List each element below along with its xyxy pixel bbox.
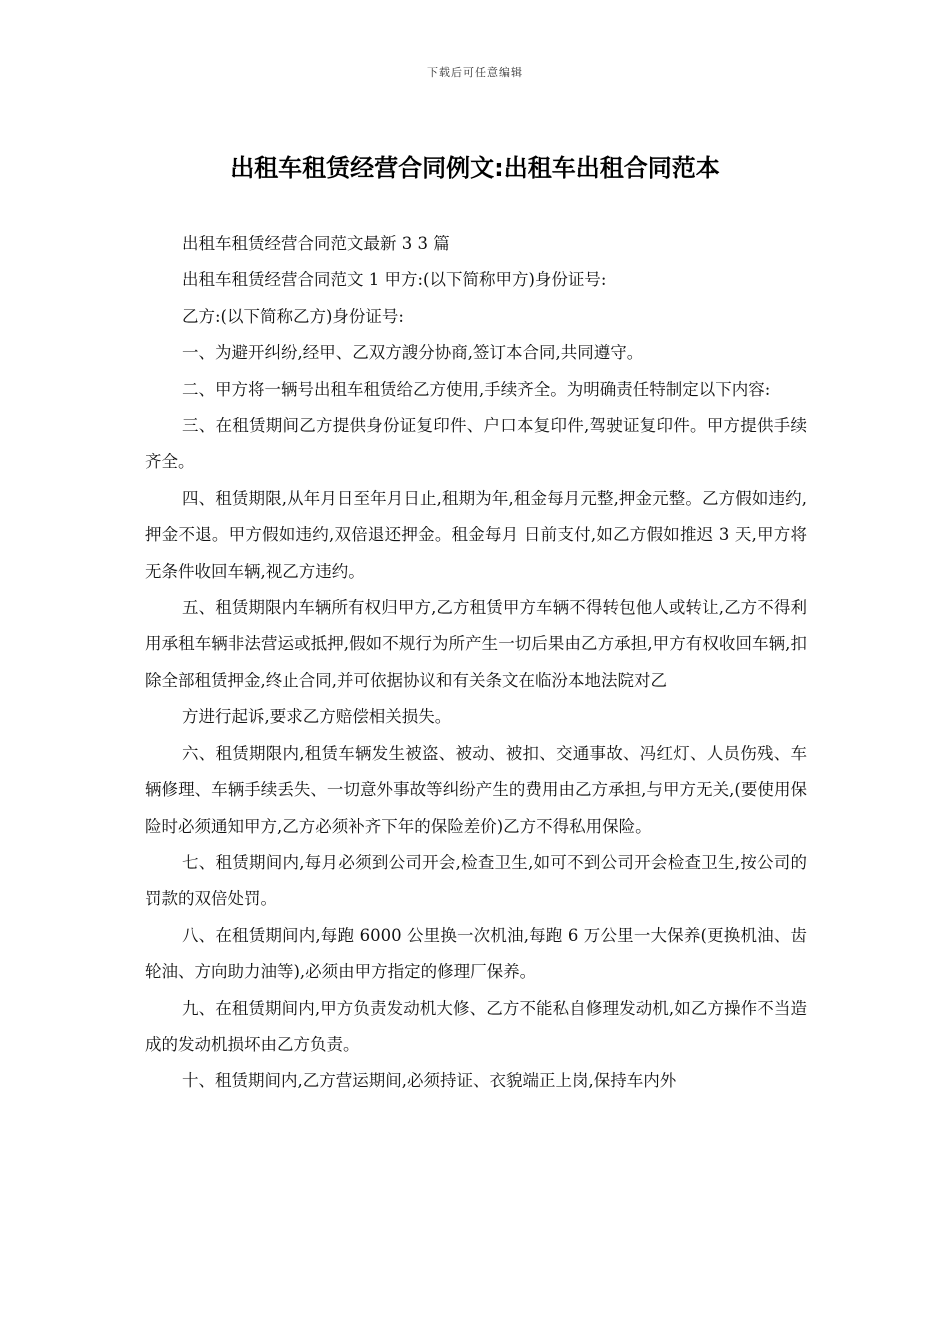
paragraph: 九、在租赁期间内,甲方负责发动机大修、乙方不能私自修理发动机,如乙方操作不当造成的发动机损坏由乙方负责。 bbox=[145, 998, 807, 1054]
document-title: 出租车租赁经营合同例文:出租车出租合同范本 bbox=[230, 154, 720, 182]
paragraph: 四、租赁期限,从年月日至年月日止,租期为年,租金每月元整,押金元整。乙方假如违约,押金不退。甲方假如违约,双倍退还押金。租金每月 日前支付,如乙方假如推迟 3 天,甲方将无条件收回车辆,视乙方违约。 bbox=[145, 488, 807, 581]
header-note: 下载后可任意编辑 bbox=[427, 66, 523, 79]
paragraph: 六、租赁期限内,租赁车辆发生被盗、被动、被扣、交通事故、冯红灯、人员伤残、车辆修理、车辆手续丢失、一切意外事故等纠纷产生的费用由乙方承担,与甲方无关,(要使用保险时必须通知甲方,乙方必须补齐下年的保险差价)乙方不得私用保险。 bbox=[145, 743, 807, 836]
paragraph: 二、甲方将一辆号出租车租赁给乙方使用,手续齐全。为明确责任特制定以下内容: bbox=[182, 379, 771, 399]
paragraph: 出租车租赁经营合同范文 1 甲方:(以下简称甲方)身份证号: bbox=[182, 270, 607, 290]
paragraph: 方进行起诉,要求乙方赔偿相关损失。 bbox=[182, 707, 452, 727]
paragraph: 七、租赁期间内,每月必须到公司开会,检查卫生,如可不到公司开会检查卫生,按公司的罚款的双倍处罚。 bbox=[145, 852, 807, 909]
paragraph: 三、在租赁期间乙方提供身份证复印件、户口本复印件,驾驶证复印件。甲方提供手续齐全。 bbox=[145, 416, 807, 472]
document-body bbox=[145, 226, 807, 1100]
paragraph: 八、在租赁期间内,每跑 6000 公里换一次机油,每跑 6 万公里一大保养(更换机油、齿轮油、方向助力油等),必须由甲方指定的修理厂保养。 bbox=[145, 925, 807, 982]
paragraph: 乙方:(以下简称乙方)身份证号: bbox=[182, 306, 404, 326]
paragraph: 五、租赁期限内车辆所有权归甲方,乙方租赁甲方车辆不得转包他人或转让,乙方不得利用承租车辆非法营运或抵押,假如不规行为所产生一切后果由乙方承担,甲方有权收回车辆,扣除全部租赁押金,终止合同,并可依据协议和有关条文在临汾本地法院对乙 bbox=[145, 598, 807, 690]
paragraph: 出租车租赁经营合同范文最新 3 3 篇 bbox=[182, 234, 450, 253]
paragraph: 十、租赁期间内,乙方营运期间,必须持证、衣貌端正上岗,保持车内外 bbox=[182, 1071, 677, 1091]
paragraph: 一、为避开纠纷,经甲、乙双方謏分协商,签订本合同,共同遵守。 bbox=[182, 343, 644, 363]
